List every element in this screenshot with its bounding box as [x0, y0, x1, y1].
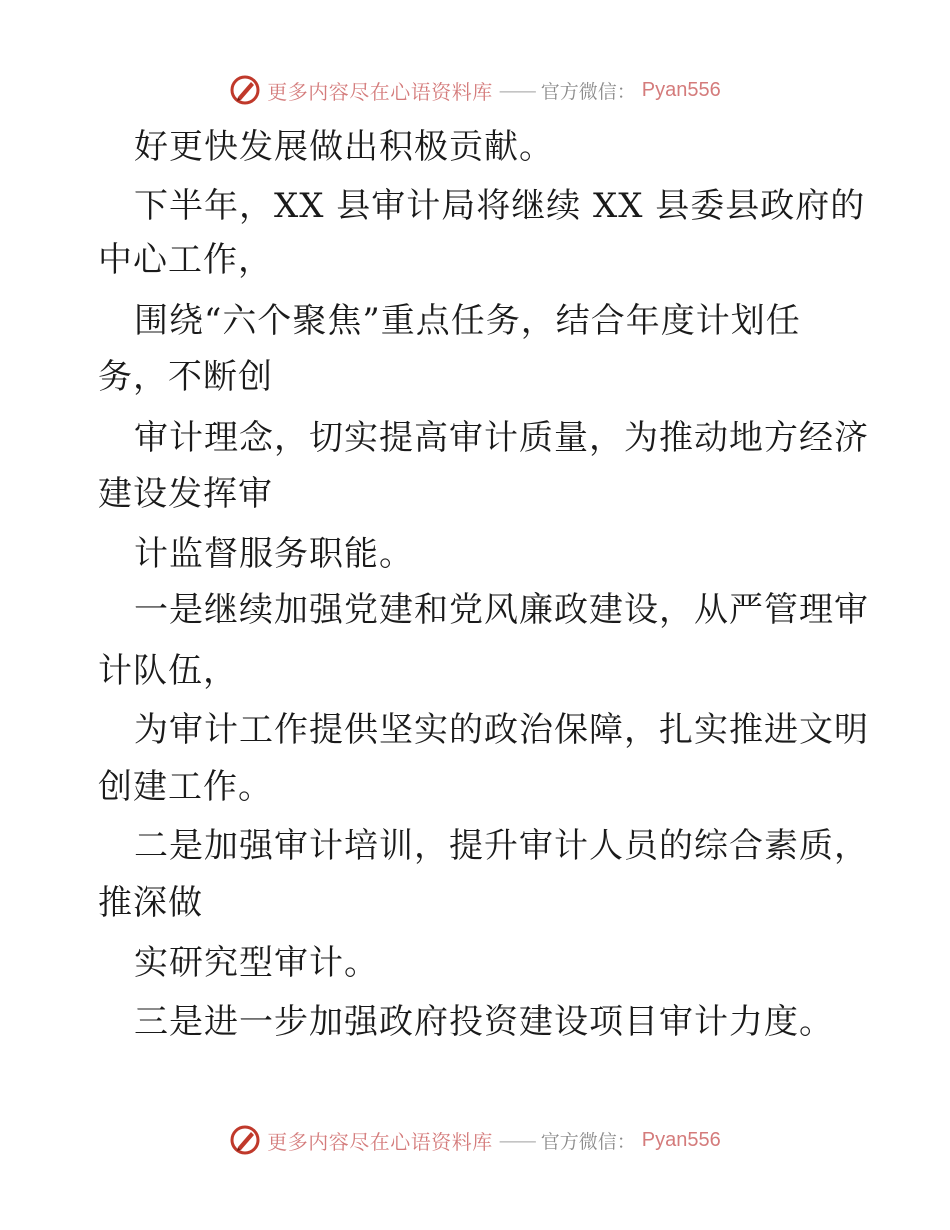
watermark-main-text: 更多内容尽在心语资料库: [267, 79, 493, 104]
paragraph-line: 计队伍，: [98, 651, 238, 691]
paragraph-line: 推深做: [98, 883, 203, 923]
watermark-official-label: 官方微信：: [540, 1130, 636, 1153]
paragraph-line: 一是继续加强党建和党风廉政建设，从严管理审: [134, 590, 869, 630]
footer-watermark: [0, 1120, 950, 1160]
paragraph-line: 好更快发展做出积极贡献。: [134, 127, 554, 167]
watermark-main-text: 更多内容尽在心语资料库: [267, 1129, 493, 1154]
paragraph-line: 围绕“六个聚焦”重点任务，结合年度计划任: [134, 301, 801, 341]
watermark-separator: ——: [498, 1128, 535, 1152]
watermark-official-label: 官方微信：: [540, 80, 636, 103]
paragraph-line: 为审计工作提供坚实的政治保障，扎实推进文明: [134, 710, 869, 750]
paragraph-line: 三是进一步加强政府投资建设项目审计力度。: [134, 1002, 834, 1042]
watermark-wechat-id: Pyan556: [641, 78, 721, 101]
paragraph-line: 建设发挥审: [98, 474, 273, 514]
paragraph-line: 创建工作。: [98, 767, 273, 807]
paragraph-line: 务，不断创: [98, 357, 273, 397]
watermark-wechat-id: Pyan556: [641, 1128, 721, 1151]
paragraph-line: 二是加强审计培训，提升审计人员的综合素质，: [134, 826, 869, 866]
paragraph-line: 审计理念，切实提高审计质量，为推动地方经济: [134, 418, 869, 458]
paragraph-line: 中心工作，: [98, 240, 273, 280]
pen-logo-icon: [229, 1124, 261, 1156]
paragraph-line: 下半年，XX 县审计局将继续 XX 县委县政府的: [134, 186, 866, 226]
watermark-separator: ——: [498, 78, 535, 102]
paragraph-line: 实研究型审计。: [134, 943, 379, 983]
paragraph-line: 计监督服务职能。: [134, 534, 414, 574]
